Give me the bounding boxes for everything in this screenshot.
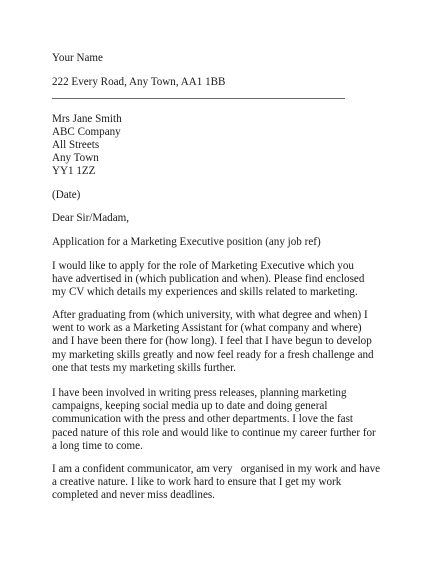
divider-line <box>52 98 345 99</box>
paragraph-line: completed and never miss deadlines. <box>52 489 215 502</box>
paragraph-line: communication with the press and other departments. I love the fast <box>52 413 353 426</box>
paragraph-line: my marketing skills greatly and now feel ready for a fresh challenge and <box>52 348 374 361</box>
body-paragraph-3 <box>52 387 392 453</box>
paragraph-line: and I have been there for (how long). I feel that I have begun to develop <box>52 335 372 348</box>
salutation: Dear Sir/Madam, <box>52 212 130 224</box>
paragraph-line: one that tests my marketing skills further. <box>52 361 236 374</box>
paragraph-line: I would like to apply for the role of Marketing Executive which you <box>52 260 354 272</box>
paragraph-line: paced nature of this role and would like to continue my career further for <box>52 426 376 439</box>
recipient-street: All Streets <box>52 139 100 151</box>
body-paragraph-1 <box>52 260 392 300</box>
paragraph-line: a creative nature. I like to work hard to ensure that I get my work <box>52 476 342 489</box>
paragraph-line: a long time to come. <box>52 439 143 452</box>
paragraph-line: I am a confident communicator, am very organised in my work and have <box>52 463 381 475</box>
recipient-town: Any Town <box>52 152 99 164</box>
letter-date: (Date) <box>52 189 81 201</box>
paragraph-line: my CV which details my experiences and skills related to marketing. <box>52 286 358 299</box>
body-paragraph-4 <box>52 463 392 503</box>
body-paragraph-2 <box>52 309 392 375</box>
sender-name: Your Name <box>52 52 103 64</box>
subject-line: Application for a Marketing Executive position (any job ref) <box>52 236 321 248</box>
paragraph-line: have advertised in (which publication and when). Please find enclosed <box>52 273 365 286</box>
sender-address: 222 Every Road, Any Town, AA1 1BB <box>52 76 226 88</box>
paragraph-line: campaigns, keeping social media up to date and doing general <box>52 400 328 413</box>
paragraph-line: I have been involved in writing press releases, planning marketing <box>52 387 347 399</box>
paragraph-line: went to work as a Marketing Assistant for (what company and where) <box>52 322 362 335</box>
recipient-postcode: YY1 1ZZ <box>52 165 96 177</box>
paragraph-line: After graduating from (which university, with what degree and when) I <box>52 309 368 321</box>
recipient-company: ABC Company <box>52 126 121 138</box>
recipient-name: Mrs Jane Smith <box>52 113 122 125</box>
